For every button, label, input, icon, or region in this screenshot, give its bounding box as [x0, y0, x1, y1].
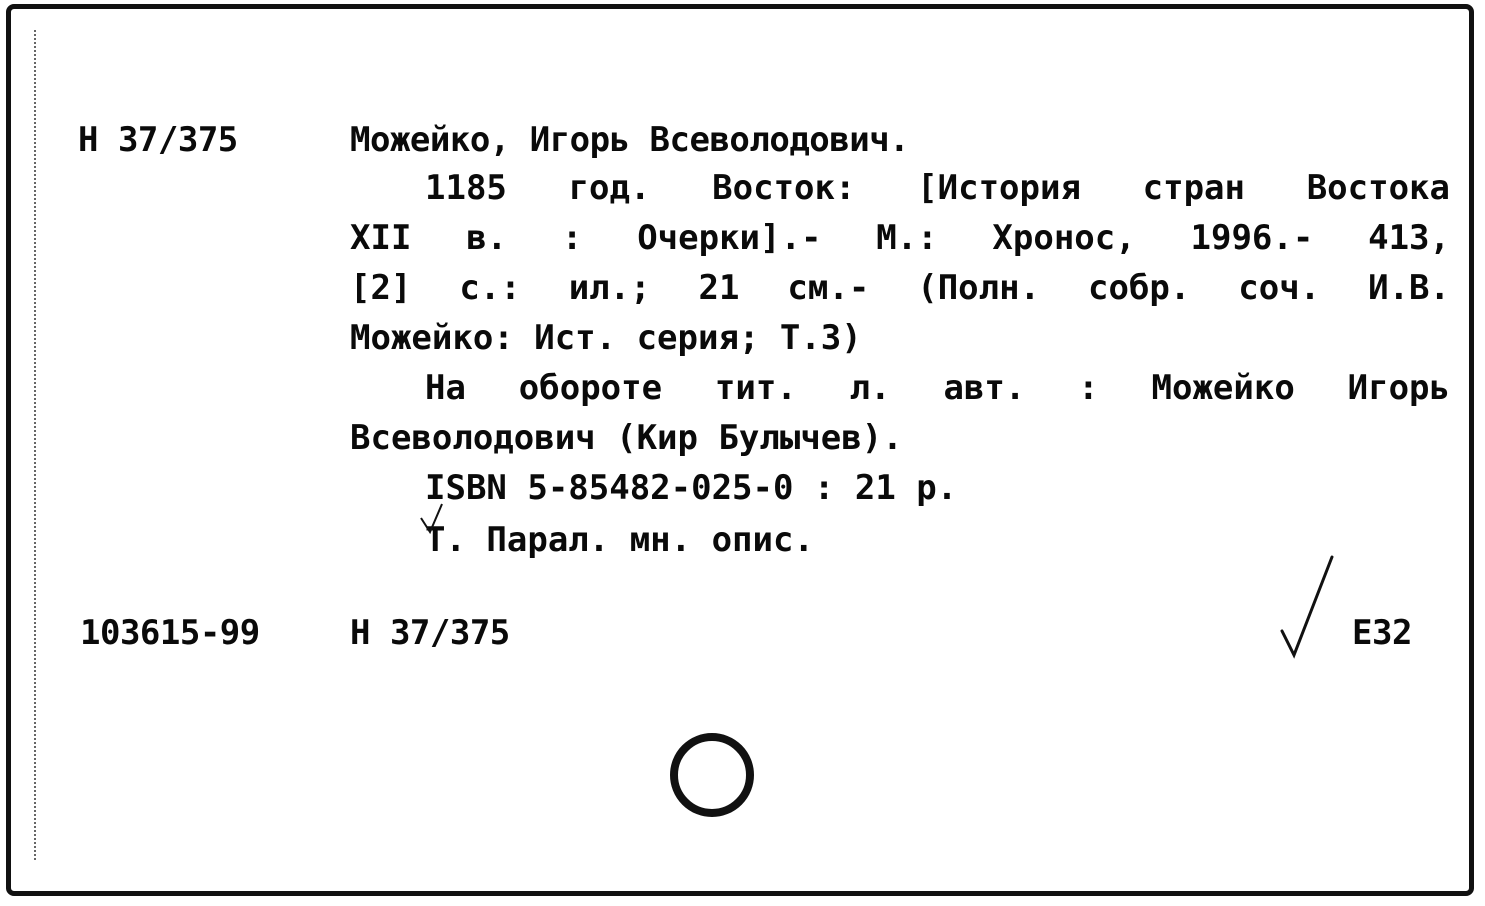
card-edge-divider: [34, 30, 36, 860]
description-line: [2] с.: ил.; 21 см.- (Полн. собр. соч. И.В.: [350, 268, 1450, 308]
shelf-mark: Н 37/375: [350, 613, 510, 653]
isbn-line: ISBN 5-85482-025-0 : 21 р.: [425, 468, 958, 508]
tracing-line: Т. Парал. мн. опис.: [425, 520, 814, 560]
author-heading: Можейко, Игорь Всеволодович.: [350, 120, 910, 160]
pen-mark-icon: [418, 496, 458, 536]
description-line: Можейко: Ист. серия; Т.3): [350, 318, 862, 358]
call-number: Н 37/375: [78, 120, 238, 160]
note-line: Всеволодович (Кир Булычев).: [350, 418, 903, 458]
note-line: На обороте тит. л. авт. : Можейко Игорь: [425, 368, 1450, 408]
description-line: XII в. : Очерки].- М.: Хронос, 1996.- 413,: [350, 218, 1450, 258]
classification-code: Е32: [1352, 613, 1412, 653]
handwritten-check-icon: [1278, 555, 1348, 665]
inventory-number: 103615-99: [80, 613, 260, 653]
card-punch-hole: [670, 733, 754, 817]
description-line: 1185 год. Восток: [История стран Востока: [425, 168, 1450, 208]
